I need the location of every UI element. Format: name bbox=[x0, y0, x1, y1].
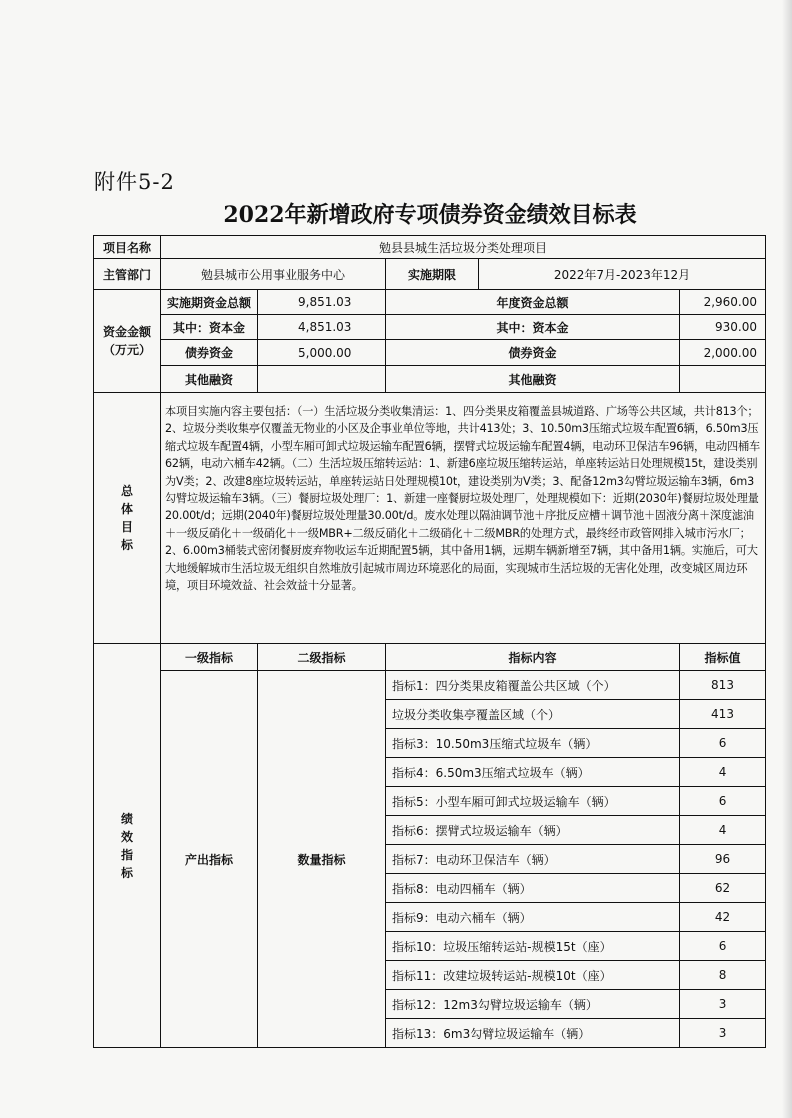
funds-total-label: 实施期资金总额 bbox=[161, 290, 258, 315]
row-funds-bond bbox=[94, 340, 766, 366]
funds-bond-label: 债券资金 bbox=[161, 340, 258, 366]
funds-annual-total-value: 2,960.00 bbox=[680, 290, 766, 315]
indicator-row bbox=[94, 671, 766, 700]
indicator-value: 413 bbox=[680, 700, 766, 729]
goal-text: 本项目实施内容主要包括：（一）生活垃圾分类收集清运：1、四分类果皮箱覆盖县城道路、广场等公共区域，共计813个；2、垃圾分类收集亭仅覆盖无物业的小区及企事业单位等地，共计413处；3、10.50m3压缩式垃圾车配置6辆，6.50m3压缩式垃圾车配置4辆，小型车厢可卸式垃圾运输车配置6辆，摆臂式垃圾运输车配置4辆，电动环卫保洁车96辆，电动四桶车62辆，电动六桶车42辆。（二）生活垃圾压缩转运站：1、新建6座垃圾压缩转运站，单座转运站日处理规模15t，建设类别为V类；2、改建8座垃圾转运站，单座转运站日处理规模10t，建设类别为V类；3、配备12m3勾臂垃圾运输车3辆，6m3勾臂垃圾运输车3辆。（三）餐厨垃圾处理厂：1、新建一座餐厨垃圾处理厂，处理规模如下：近期(2030年)餐厨垃圾处理量20.00t/d；远期(2040年)餐厨垃圾处理量30.00t/d。废水处理以隔油调节池＋序批反应槽＋调节池＋固液分离＋深度滤油＋一级反硝化＋一级硝化＋一级MBR+二级反硝化＋二级硝化＋二级MBR的处理方式，最终经市政管网排入城市污水厂；2、6.00m3桶装式密闭餐厨废弃物收运车近期配置5辆，其中备用1辆，远期车辆新增至7辆，其中备用1辆。实施后，可大大地缓解城市生活垃圾无组织自然堆放引起城市周边环境恶化的局面，实现城市生活垃圾的无害化处理，改变城区周边环境，项目环境效益、社会效益十分显著。 bbox=[161, 393, 766, 644]
funds-annual-bond-label: 债券资金 bbox=[386, 340, 680, 366]
dept-label: 主管部门 bbox=[94, 259, 161, 290]
level2-indicator: 数量指标 bbox=[258, 671, 386, 1048]
indicator-value: 6 bbox=[680, 932, 766, 961]
indicator-content: 指标12：12m3勾臂垃圾运输车（辆） bbox=[386, 990, 680, 1019]
indicator-content: 指标13：6m3勾臂垃圾运输车（辆） bbox=[386, 1019, 680, 1048]
col-level1-header: 一级指标 bbox=[161, 644, 258, 671]
funds-label: 资金金额（万元） bbox=[94, 290, 161, 393]
funds-other-value bbox=[258, 366, 386, 393]
col-value-header: 指标值 bbox=[680, 644, 766, 671]
funds-annual-other-value bbox=[680, 366, 766, 393]
row-perf-header bbox=[94, 644, 766, 671]
indicator-value: 42 bbox=[680, 903, 766, 932]
indicator-content: 指标4：6.50m3压缩式垃圾车（辆） bbox=[386, 758, 680, 787]
indicator-value: 8 bbox=[680, 961, 766, 990]
row-funds-other bbox=[94, 366, 766, 393]
indicator-content: 指标7：电动环卫保洁车（辆） bbox=[386, 845, 680, 874]
col-content-header: 指标内容 bbox=[386, 644, 680, 671]
indicator-value: 6 bbox=[680, 787, 766, 816]
indicator-content: 指标10：垃圾压缩转运站-规模15t（座） bbox=[386, 932, 680, 961]
funds-bond-value: 5,000.00 bbox=[258, 340, 386, 366]
col-level2-header: 二级指标 bbox=[258, 644, 386, 671]
funds-capital-value: 4,851.03 bbox=[258, 315, 386, 340]
indicator-content: 指标11：改建垃圾转运站-规模10t（座） bbox=[386, 961, 680, 990]
project-name-label: 项目名称 bbox=[94, 236, 161, 259]
indicator-value: 813 bbox=[680, 671, 766, 700]
indicator-content: 指标1：四分类果皮箱覆盖公共区域（个） bbox=[386, 671, 680, 700]
row-dept bbox=[94, 259, 766, 290]
period-label: 实施期限 bbox=[386, 259, 479, 290]
funds-annual-capital-label: 其中：资本金 bbox=[386, 315, 680, 340]
indicator-value: 4 bbox=[680, 816, 766, 845]
row-funds-capital bbox=[94, 315, 766, 340]
funds-annual-total-label: 年度资金总额 bbox=[386, 290, 680, 315]
perf-label: 绩效指标 bbox=[94, 644, 161, 1048]
indicator-content: 垃圾分类收集亭覆盖区域（个） bbox=[386, 700, 680, 729]
performance-target-table bbox=[93, 235, 766, 1048]
indicator-value: 96 bbox=[680, 845, 766, 874]
attachment-label: 附件5-2 bbox=[94, 170, 175, 194]
goal-label: 总体目标 bbox=[94, 393, 161, 644]
indicator-value: 3 bbox=[680, 1019, 766, 1048]
indicator-content: 指标9：电动六桶车（辆） bbox=[386, 903, 680, 932]
funds-capital-label: 其中：资本金 bbox=[161, 315, 258, 340]
row-funds-total bbox=[94, 290, 766, 315]
row-goal bbox=[94, 393, 766, 644]
funds-annual-capital-value: 930.00 bbox=[680, 315, 766, 340]
page-title: 2022年新增政府专项债券资金绩效目标表 bbox=[223, 202, 637, 228]
indicator-value: 6 bbox=[680, 729, 766, 758]
level1-indicator: 产出指标 bbox=[161, 671, 258, 1048]
indicator-value: 62 bbox=[680, 874, 766, 903]
row-project-name bbox=[94, 236, 766, 259]
project-name-value: 勉县县城生活垃圾分类处理项目 bbox=[161, 236, 766, 259]
period-value: 2022年7月-2023年12月 bbox=[479, 259, 766, 290]
indicator-content: 指标8：电动四桶车（辆） bbox=[386, 874, 680, 903]
indicator-value: 3 bbox=[680, 990, 766, 1019]
funds-annual-bond-value: 2,000.00 bbox=[680, 340, 766, 366]
indicator-value: 4 bbox=[680, 758, 766, 787]
indicator-content: 指标5：小型车厢可卸式垃圾运输车（辆） bbox=[386, 787, 680, 816]
funds-annual-other-label: 其他融资 bbox=[386, 366, 680, 393]
indicator-content: 指标3：10.50m3压缩式垃圾车（辆） bbox=[386, 729, 680, 758]
funds-total-value: 9,851.03 bbox=[258, 290, 386, 315]
page-edge-shadow bbox=[782, 0, 792, 1118]
indicator-content: 指标6：摆臂式垃圾运输车（辆） bbox=[386, 816, 680, 845]
funds-other-label: 其他融资 bbox=[161, 366, 258, 393]
dept-value: 勉县城市公用事业服务中心 bbox=[161, 259, 386, 290]
